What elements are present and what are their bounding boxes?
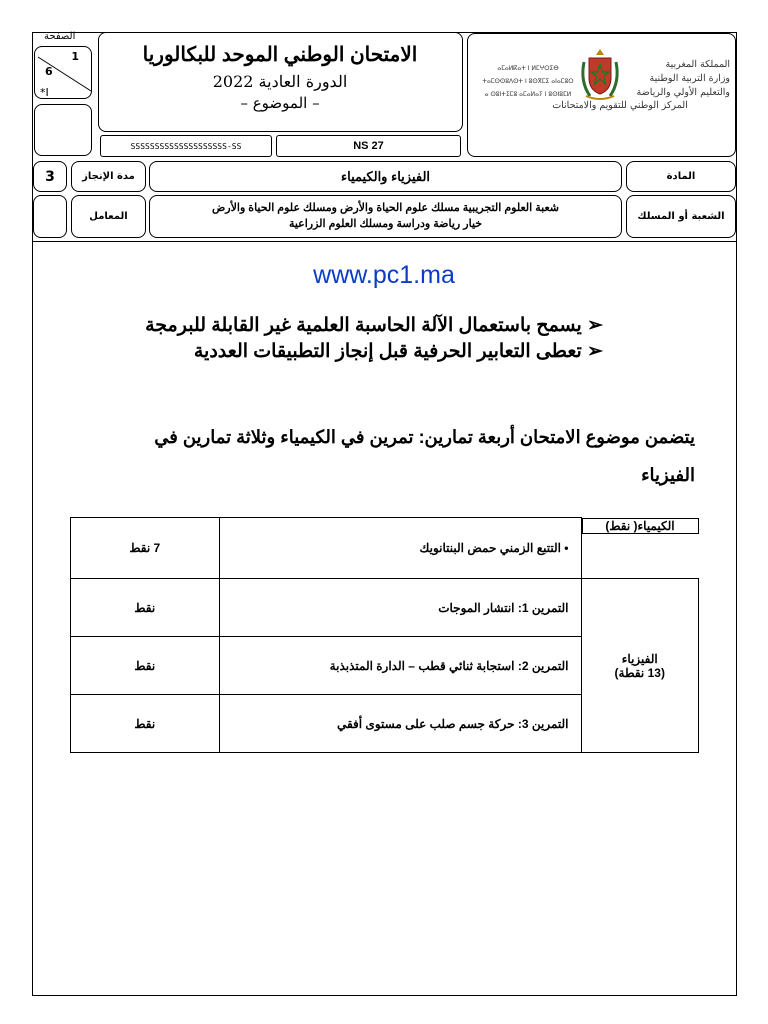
ministry-line-3: والتعليم الأولي والرياضة — [636, 87, 730, 98]
exercise-3-cell — [219, 695, 581, 753]
chemistry-points-label: ( نقط) — [605, 518, 638, 533]
code-left: SSSSSSSSSSSSSSSSSSSS-SS — [100, 135, 272, 157]
coef-value — [33, 195, 67, 238]
tifinagh-line-3: ⴰ ⵙⵓⵏⵜⵉⵎⵓ ⴰⵎⴰⵍⴰⵢ ⵏ ⵓⵙⵏⵓⵎⵍ — [484, 91, 572, 98]
chemistry-cell — [582, 518, 699, 534]
arrow-icon: ➢ — [581, 315, 603, 336]
exercise-1-points: نقط — [134, 600, 156, 615]
instruction-1 — [140, 313, 603, 339]
coef-label: المعامل — [71, 195, 146, 238]
exercise-2-cell — [219, 637, 581, 695]
exercise-1-points-cell — [71, 579, 220, 637]
branch-box — [149, 195, 622, 238]
bullet-icon: • — [560, 541, 569, 555]
intro-text: يتضمن موضوع الامتحان أربعة تمارين: تمرين في الكيمياء وثلاثة تمارين في الفيزياء — [154, 427, 695, 485]
chemistry-label: الكيمياء — [637, 518, 675, 533]
subject-label: – الموضوع – — [240, 94, 320, 112]
duration-value: 3 — [33, 161, 67, 192]
arrow-icon: ➢ — [581, 341, 603, 362]
page-mark: *I — [40, 86, 49, 99]
physics-cell — [581, 579, 699, 753]
instructions — [140, 313, 603, 365]
duration-label: مدة الإنجاز — [71, 161, 146, 192]
ministry-tifinagh — [478, 62, 578, 101]
exercise-table — [70, 517, 699, 753]
table-row — [71, 518, 699, 579]
instruction-2 — [140, 339, 603, 365]
exercise-3-points-cell — [71, 695, 220, 753]
chemistry-points-cell — [71, 518, 220, 579]
website-link[interactable]: www.pc1.ma — [313, 260, 455, 289]
header-separator — [32, 241, 737, 242]
branch-label: الشعبة أو المسلك — [626, 195, 736, 238]
exercise-2-points: نقط — [134, 658, 156, 673]
subject-field-label: المادة — [626, 161, 736, 192]
coat-of-arms-icon — [576, 46, 624, 104]
exercise-2-points-cell — [71, 637, 220, 695]
exam-title: الامتحان الوطني الموحد للبكالوريا — [142, 44, 418, 66]
exercise-1-title: التمرين 1: انتشار الموجات — [438, 600, 569, 615]
exercise-2-title: التمرين 2: استجابة ثنائي قطب – الدارة المتذبذبة — [329, 658, 569, 673]
exercise-1-cell — [219, 579, 581, 637]
exercise-3-points: نقط — [134, 716, 156, 731]
chemistry-points: 7 نقط — [129, 541, 161, 555]
chemistry-task-cell — [219, 518, 581, 579]
empty-box — [34, 104, 92, 156]
ministry-line-1: المملكة المغربية — [665, 59, 730, 70]
page-number: 1 — [71, 50, 79, 63]
exercise-3-title: التمرين 3: حركة جسم صلب على مستوى أفقي — [336, 716, 569, 731]
session: الدورة العادية 2022 — [212, 72, 348, 91]
branch-line-2: خيار رياضة ودراسة ومسلك العلوم الزراعية — [288, 218, 483, 230]
subject-value: الفيزياء والكيمياء — [149, 161, 622, 192]
tifinagh-line-2: ⵜⴰⵎⵙⵙⵓⴷⵙⵜ ⵏ ⵓⵙⴳⵎⵉ ⴰⵏⴰⵎⵓⵔ — [482, 78, 574, 85]
ministry-line-2: وزارة التربية الوطنية — [649, 73, 730, 84]
code-right: NS 27 — [276, 135, 461, 157]
table-row — [71, 579, 699, 637]
physics-points-label: (13 نقطة) — [614, 665, 665, 680]
instruction-1-text: يسمح باستعمال الآلة الحاسبة العلمية غير القابلة للبرمجة — [145, 315, 582, 336]
branch-line-1: شعبة العلوم التجريبية مسلك علوم الحياة والأرض ومسلك علوم الحياة والأرض — [212, 202, 559, 214]
ministry-center: المركز الوطني للتقويم والامتحانات — [552, 100, 688, 111]
page-label: الصفحة — [44, 31, 76, 42]
physics-label: الفيزياء — [621, 651, 658, 666]
page-total: 6 — [45, 65, 53, 78]
instruction-2-text: تعطى التعابير الحرفية قبل إنجاز التطبيقات العددية — [193, 341, 582, 362]
tifinagh-line-1: ⴰⵎⴰⵍⴽⴰⵜ ⵏ ⵍⵎⵖⵔⵉⴱ — [497, 65, 559, 72]
chemistry-task: التتبع الزمني حمض البنتانويك — [419, 541, 561, 555]
